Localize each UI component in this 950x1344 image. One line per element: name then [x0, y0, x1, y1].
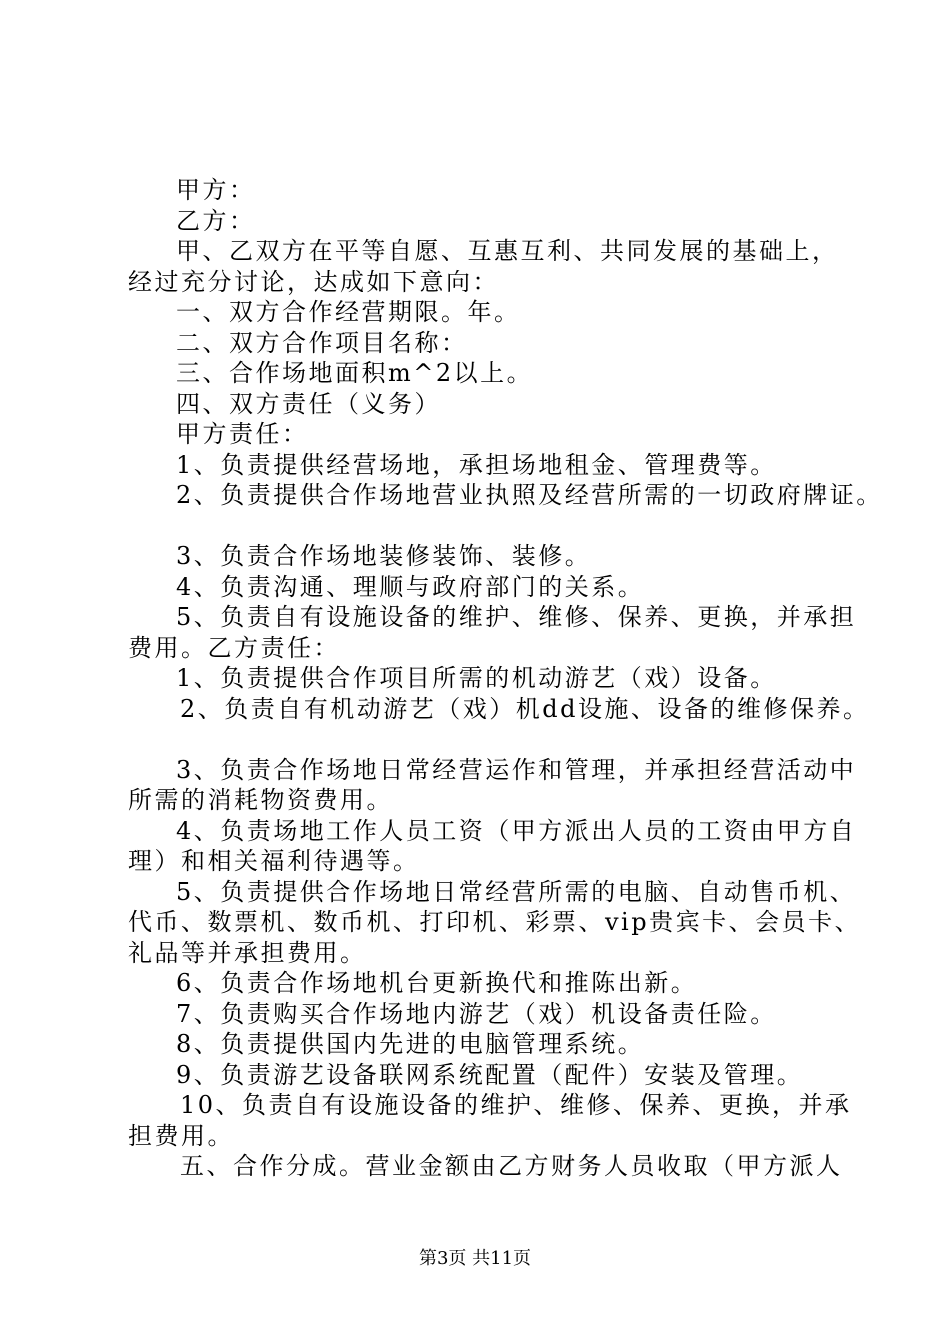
party-b-duty-4-line-1: 4、负责场地工作人员工资（甲方派出人员的工资由甲方自	[176, 816, 857, 845]
party-b-duty-5-line-3: 礼品等并承担费用。	[128, 938, 367, 967]
party-b-line: 乙方：	[176, 206, 256, 235]
party-b-duty-10-line-1: 10、负责自有设施设备的维护、维修、保养、更换，并承	[180, 1091, 852, 1119]
party-a-line: 甲方：	[176, 176, 256, 204]
page-number-footer: 第3页 共11页	[418, 1248, 532, 1269]
party-b-duty-8: 8、负责提供国内先进的电脑管理系统。	[176, 1030, 645, 1058]
clause-5: 五、合作分成。营业金额由乙方财务人员收取（甲方派人	[180, 1152, 843, 1180]
party-a-duties-heading: 甲方责任：	[176, 420, 309, 448]
party-b-duty-1: 1、负责提供合作项目所需的机动游艺（戏）设备。	[176, 664, 777, 692]
blank-line	[128, 511, 840, 542]
party-b-duty-3-line-1: 3、负责合作场地日常经营运作和管理，并承担经营活动中	[176, 755, 857, 784]
clause-2: 二、双方合作项目名称：	[176, 328, 468, 357]
party-a-duty-4: 4、负责沟通、理顺与政府部门的关系。	[176, 572, 645, 601]
party-b-duty-5-line-2: 代币、数票机、数币机、打印机、彩票、vip贵宾卡、会员卡、	[128, 908, 862, 936]
intro-line-2: 经过充分讨论，达成如下意向：	[128, 267, 499, 296]
party-b-duty-2: 2、负责自有机动游艺（戏）机dd设施、设备的维修保养。	[180, 694, 870, 723]
clause-1: 一、双方合作经营期限。年。	[176, 298, 521, 326]
blank-line	[128, 724, 840, 755]
intro-line-1: 甲、乙双方在平等自愿、互惠互利、共同发展的基础上，	[176, 237, 839, 265]
party-b-duty-4-line-2: 理）和相关福利待遇等。	[128, 847, 420, 875]
party-a-duty-2: 2、负责提供合作场地营业执照及经营所需的一切政府牌证。	[176, 481, 883, 509]
party-a-duty-5-line-2: 费用。乙方责任：	[128, 633, 340, 662]
clause-3: 三、合作场地面积m^2以上。	[176, 359, 534, 387]
party-b-duty-6: 6、负责合作场地机台更新换代和推陈出新。	[176, 969, 698, 997]
party-b-duty-3-line-2: 所需的消耗物资费用。	[128, 786, 393, 814]
party-b-duty-10-line-2: 担费用。	[128, 1121, 234, 1150]
party-a-duty-3: 3、负责合作场地装修装饰、装修。	[176, 542, 592, 570]
party-a-duty-1: 1、负责提供经营场地，承担场地租金、管理费等。	[176, 450, 777, 479]
party-b-duty-5-line-1: 5、负责提供合作场地日常经营所需的电脑、自动售币机、	[176, 877, 857, 906]
document-body	[128, 175, 883, 1182]
party-b-duty-9: 9、负责游艺设备联网系统配置（配件）安装及管理。	[176, 1060, 804, 1089]
party-b-duty-7: 7、负责购买合作场地内游艺（戏）机设备责任险。	[176, 999, 777, 1028]
party-a-duty-5-line-1: 5、负责自有设施设备的维护、维修、保养、更换，并承担	[176, 603, 857, 631]
clause-4-heading: 四、双方责任（义务）	[176, 389, 441, 418]
